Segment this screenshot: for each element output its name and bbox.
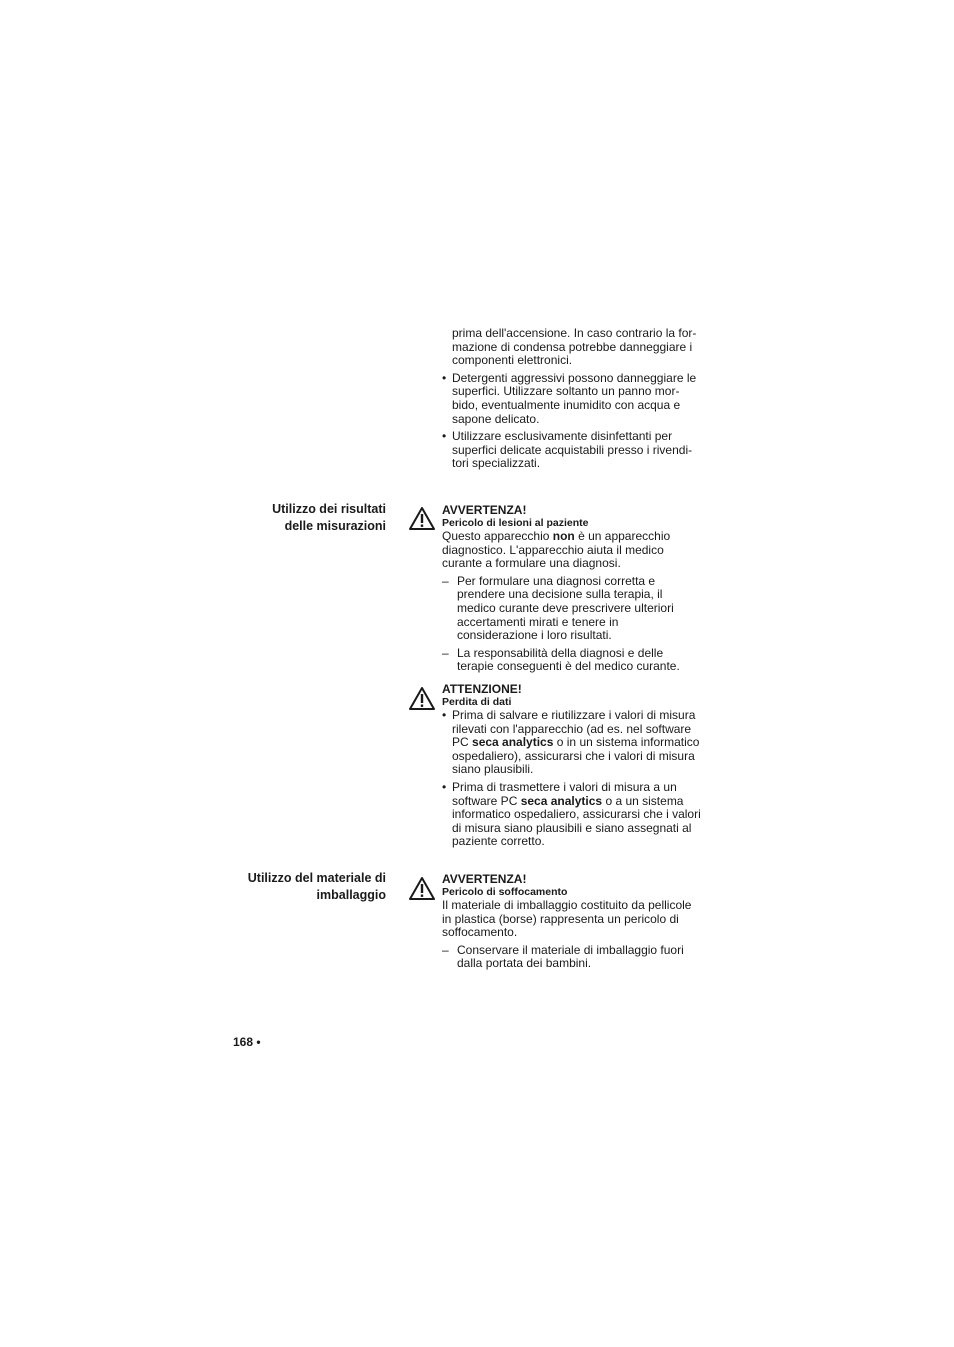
warning-subtitle: Pericolo di soffocamento: [442, 886, 568, 898]
list-item: [442, 647, 702, 674]
bullet-mark: •: [442, 779, 447, 794]
bullet-mark: •: [442, 370, 447, 385]
warning-triangle-icon: [408, 506, 436, 531]
list-item-text: Detergenti aggressivi possono danneggiare le superfici. Utilizzare soltanto un panno mor-bido, eventualmente inumidito con acqua e sapone delicato.: [452, 370, 697, 426]
warning-title: AVVERTENZA!: [442, 872, 527, 886]
product-name: seca analytics: [520, 793, 603, 808]
dash-mark: –: [442, 573, 449, 588]
warning-triangle-icon: [408, 876, 436, 901]
bullet-mark: •: [442, 708, 447, 722]
product-name: seca analytics: [472, 735, 554, 750]
list-item: [442, 430, 702, 471]
list-item-text: Per formulare una diagnosi corretta e prendere una decisione sulla terapia, il medico curante deve prescrivere ulteriori accertamenti mirati e tenere in considerazione i loro risultati.: [457, 573, 674, 643]
intro-block: [442, 326, 702, 475]
caution-box: [442, 683, 702, 853]
list-item: [442, 709, 702, 777]
list-item-text: La responsabilità della diagnosi e delle terapie conseguenti è del medico curante.: [457, 645, 680, 674]
caution-subtitle: Perdita di dati: [442, 696, 512, 708]
dash-mark: –: [442, 942, 449, 957]
dash-mark: –: [442, 645, 449, 660]
text-span: Questo apparecchio: [442, 529, 553, 543]
list-item: [442, 575, 702, 643]
warning-text: [442, 530, 702, 571]
section-heading-line: delle misurazioni: [284, 519, 386, 533]
list-item: [442, 944, 702, 971]
intro-paragraph: prima dell'accensione. In caso contrario la for-mazione di condensa potrebbe danneggiare i componenti elettronici.: [452, 326, 697, 368]
section-heading-line: Utilizzo del materiale di: [247, 871, 386, 885]
section-heading: [200, 501, 386, 535]
section-heading-line: Utilizzo dei risultati: [272, 502, 386, 516]
page-number: 168 •: [233, 1035, 261, 1049]
section-heading: [200, 870, 386, 904]
list-item-text: Utilizzare esclusivamente disinfettanti per superfici delicate acquistabili presso i rivendi-tori specializzati.: [452, 429, 693, 471]
list-item: [442, 781, 702, 849]
list-item-text: [452, 780, 701, 848]
text-span: Prima di trasmettere i valori di misura a un software PC: [452, 779, 677, 808]
warning-text: Il materiale di imballaggio costituito da pellicole in plastica (borse) rappresenta un pericolo di soffocamento.: [442, 898, 692, 940]
warning-box: [442, 873, 702, 975]
warning-box: [442, 504, 702, 678]
text-span: Prima di salvare e riutilizzare i valori di misura rilevati con l'apparecchio (ad es. nel software PC: [452, 708, 696, 750]
caution-title: ATTENZIONE!: [442, 682, 522, 696]
warning-title: AVVERTENZA!: [442, 503, 527, 517]
bullet-mark: •: [442, 429, 447, 444]
text-span: o a un sistema informatico ospedaliero, assicurarsi che i valori di misura siano plausibili e siano assegnati al paziente corretto.: [452, 793, 701, 849]
section-heading-line: imballaggio: [316, 888, 386, 902]
emphasis-text: non: [552, 529, 575, 543]
warning-triangle-icon: [408, 686, 436, 711]
warning-subtitle: Pericolo di lesioni al paziente: [442, 517, 589, 529]
list-item: [442, 372, 702, 426]
list-item-text: Conservare il materiale di imballaggio fuori dalla portata dei bambini.: [457, 942, 684, 971]
text-span: o in un sistema informatico ospedaliero), assicurarsi che i valori di misura siano plausibili.: [452, 735, 700, 777]
list-item-text: [452, 708, 699, 776]
text-span: è un apparecchio diagnostico. L'apparecchio aiuta il medico curante a formulare una diagnosi.: [442, 529, 671, 571]
